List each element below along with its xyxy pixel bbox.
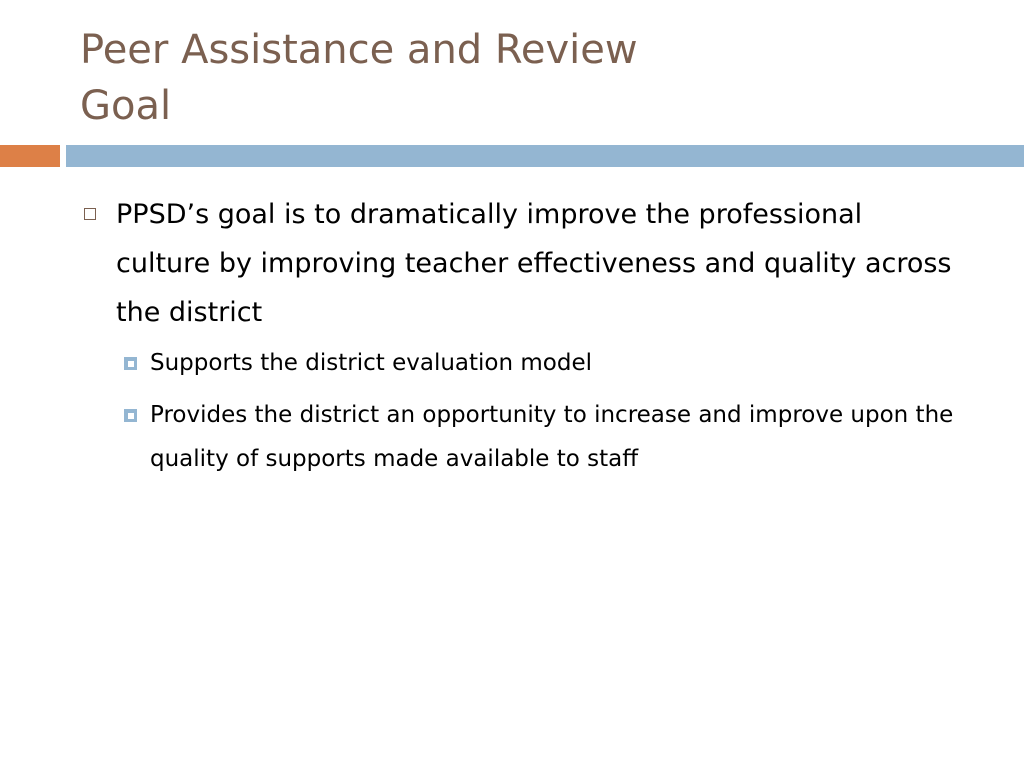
filled-square-icon bbox=[124, 357, 137, 370]
accent-bar-orange bbox=[0, 145, 60, 167]
sub-bullet-list bbox=[80, 341, 960, 481]
accent-bar-blue bbox=[66, 145, 1024, 167]
open-square-icon bbox=[84, 208, 96, 220]
bullet-level-1 bbox=[80, 190, 960, 337]
sub-bullet-text: Supports the district evaluation model bbox=[150, 350, 592, 376]
filled-square-icon bbox=[124, 409, 137, 422]
slide-title bbox=[80, 22, 980, 134]
slide-title-line-2: Goal bbox=[80, 83, 172, 129]
bullet-text: PPSD’s goal is to dramatically improve the professional culture by improving teacher effectiveness and quality across the district bbox=[116, 199, 952, 328]
bullet-level-2 bbox=[122, 341, 960, 385]
slide-body bbox=[80, 190, 960, 489]
bullet-level-2 bbox=[122, 393, 960, 481]
sub-bullet-text: Provides the district an opportunity to increase and improve upon the quality of supports made available to staff bbox=[150, 402, 954, 472]
slide-title-line-1: Peer Assistance and Review bbox=[80, 27, 638, 73]
